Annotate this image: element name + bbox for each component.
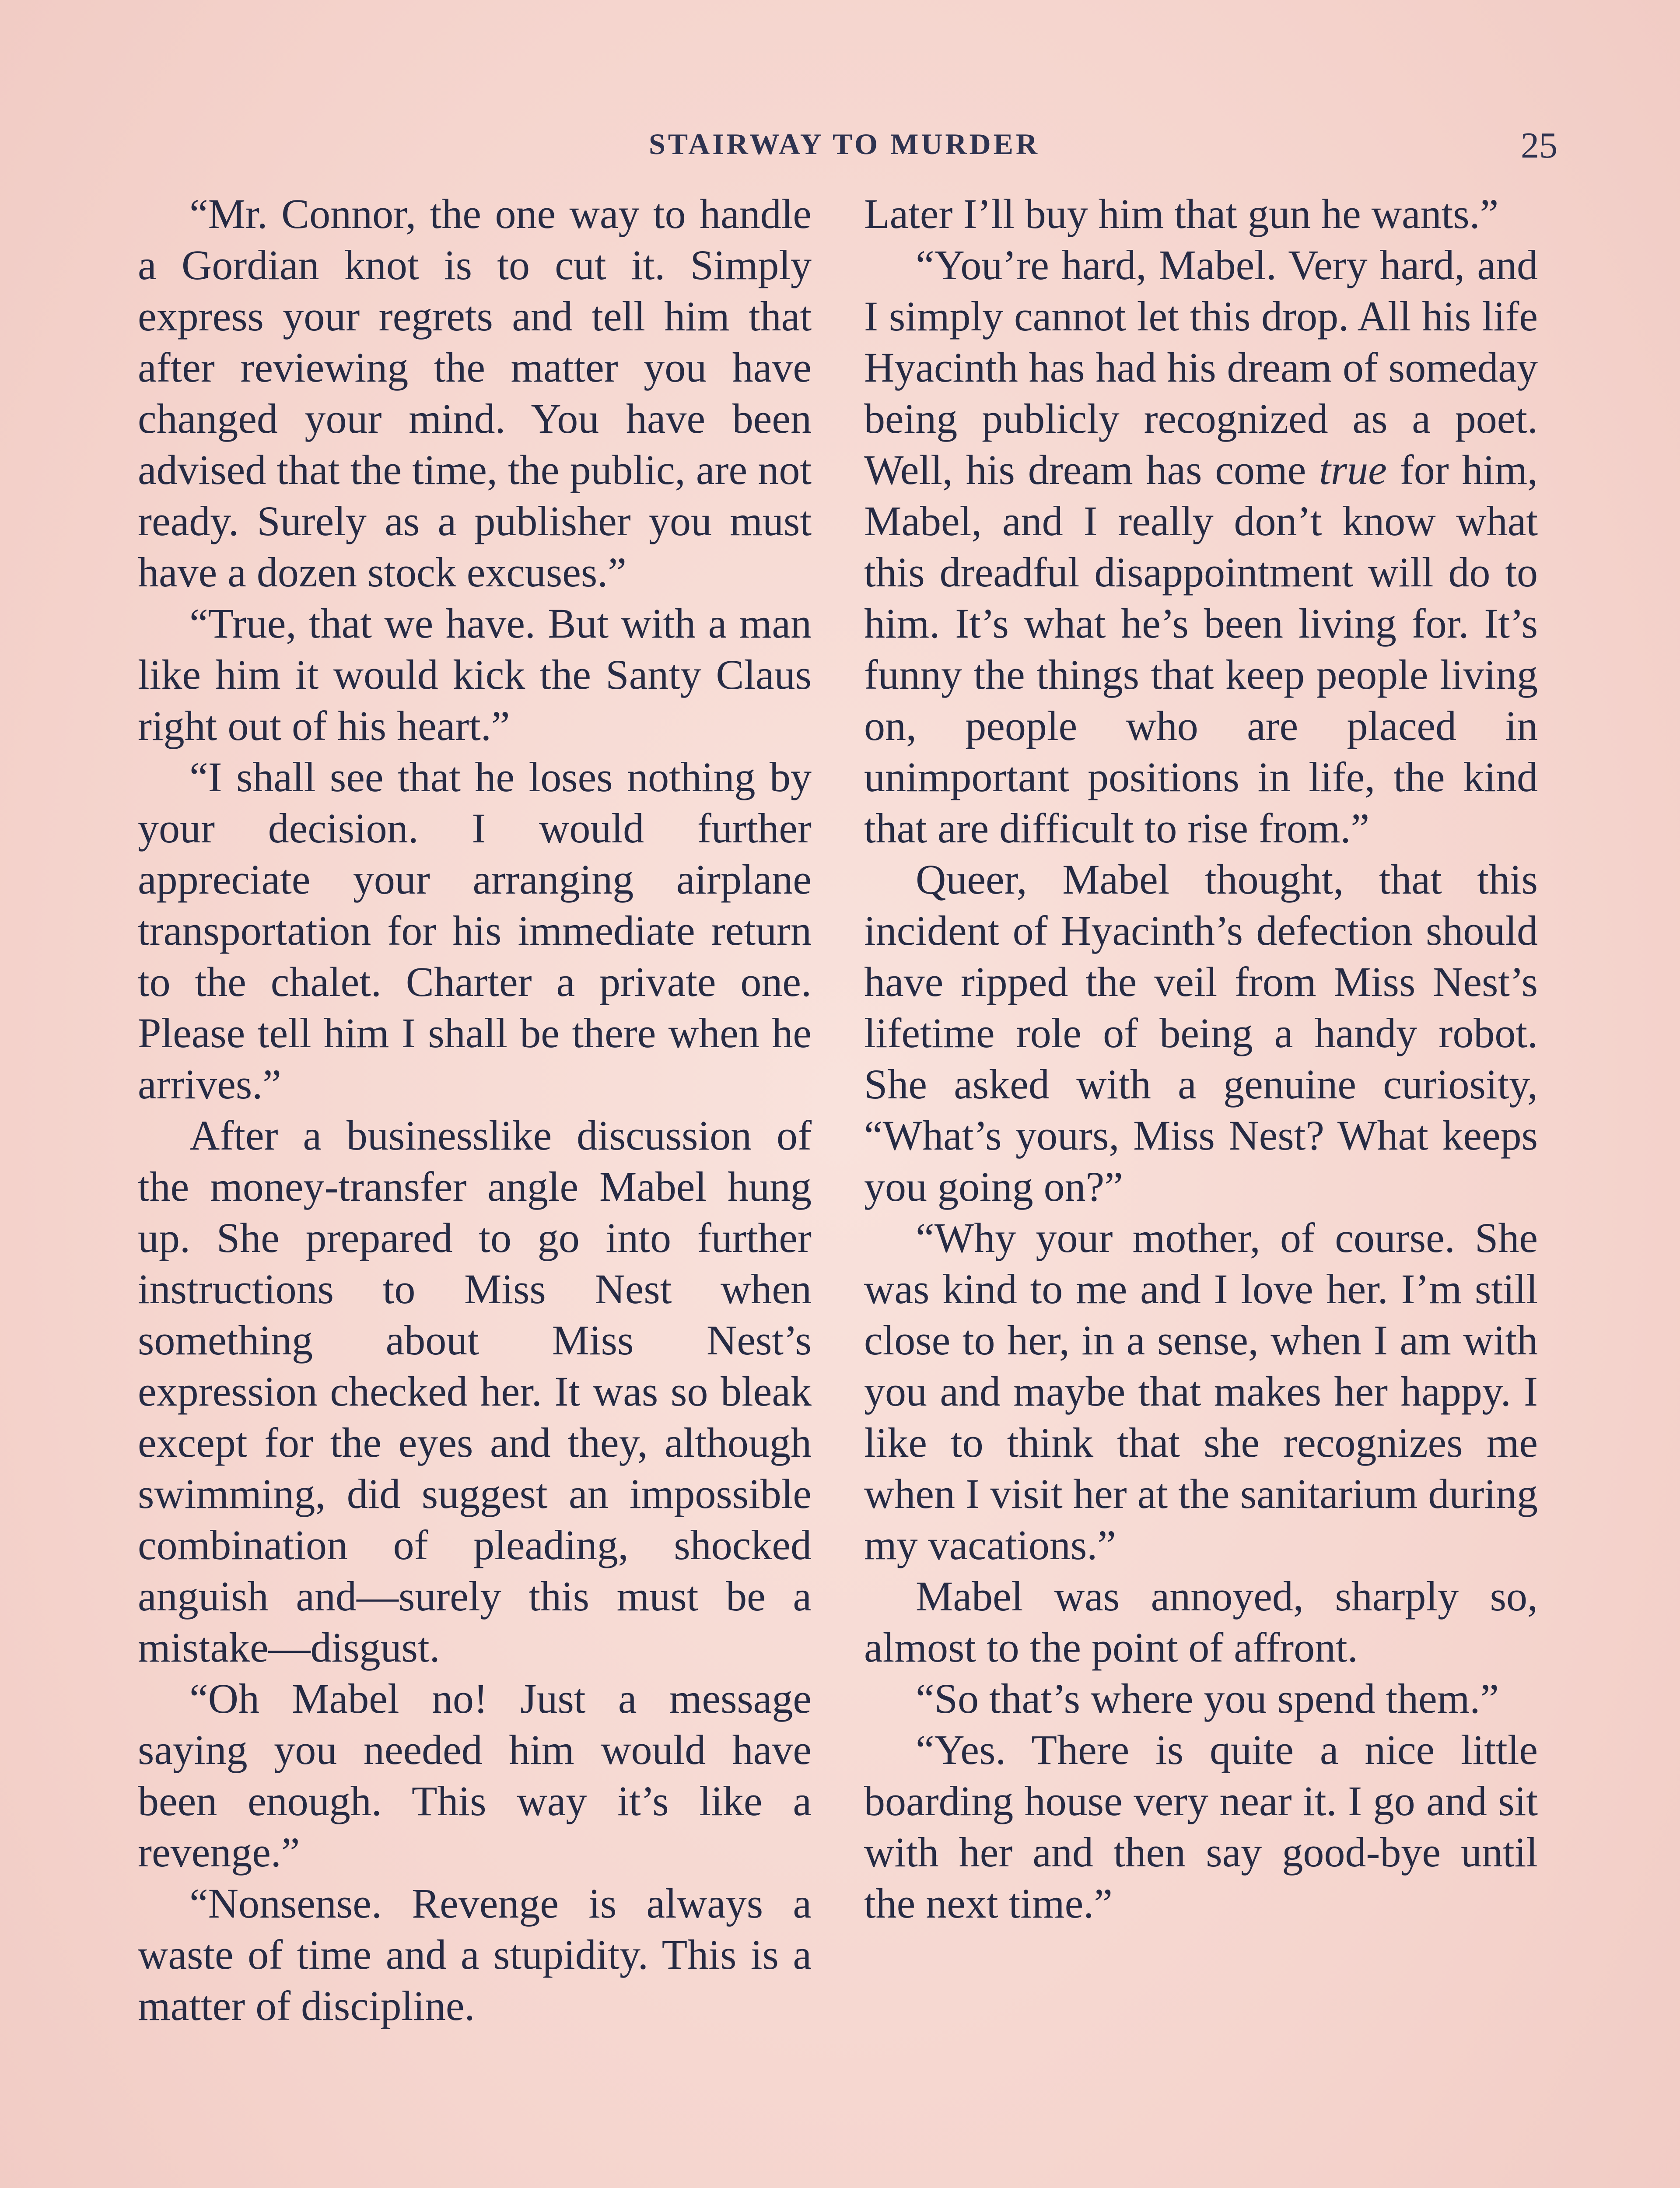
paragraph: “Yes. There is quite a nice little boarding house very near it. I go and sit with her and then say good-bye until the next time.” <box>864 1726 1538 1927</box>
paragraph: “So that’s where you spend them.” <box>916 1675 1499 1722</box>
left-column <box>138 188 812 2188</box>
paragraph: “I shall see that he loses nothing by your decision. I would further appreciate your arranging airplane transportation for his immediate return to the chalet. Charter a private one. Please tell him I shall be there when he arrives.” <box>138 754 812 1108</box>
page-number: 25 <box>1521 125 1558 166</box>
paragraph: Queer, Mabel thought, that this incident of Hyacinth’s defection should have ripped the veil from Miss Nest’s lifetime role of being a handy robot. She asked with a genuine curiosity, “What’s yours, Miss Nest? What keeps you going on?” <box>864 856 1538 1210</box>
paragraph <box>864 239 1538 854</box>
paragraph-text: “You’re hard, Mabel. Very hard, and I simply cannot let this drop. All his life Hyacinth has had his dream of someday being publicly recognized as a poet. Well, his dream has come <box>864 242 1538 493</box>
paragraph: “Oh Mabel no! Just a message saying you needed him would have been enough. This way it’s like a revenge.” <box>138 1675 812 1876</box>
paragraph: “Why your mother, of course. She was kind to me and I love her. I’m still close to her, in a sense, when I am with you and maybe that makes her happy. I like to think that she recognizes me when I visit her at the sanitarium during my vacations.” <box>864 1214 1538 1568</box>
paragraph: “Nonsense. Revenge is always a waste of time and a stupidity. This is a matter of discipline. <box>138 1880 812 2029</box>
paragraph-continued: Later I’ll buy him that gun he wants.” <box>864 190 1499 237</box>
running-head <box>131 127 1558 175</box>
emphasis-text: true <box>1319 446 1387 493</box>
paragraph: “Mr. Connor, the one way to handle a Gordian knot is to cut it. Simply express your regrets and tell him that after reviewing the matter you have changed your mind. You have been advised that the time, the public, are not ready. Surely as a publisher you must have a dozen stock excuses.” <box>138 190 812 596</box>
paragraph: Mabel was annoyed, sharply so, almost to the point of affront. <box>864 1573 1538 1671</box>
paragraph: After a businesslike discussion of the money-transfer angle Mabel hung up. She prepared to go into further instructions to Miss Nest when something about Miss Nest’s expression checked her. It was so bleak except for the eyes and they, although swimming, did suggest an impossible combination of pleading, shocked anguish and—surely this must be a mistake—disgust. <box>138 1112 812 1671</box>
paragraph-text: for him, Mabel, and I really don’t know what this dreadful disappointment will do to him. It’s what he’s been living for. It’s funny the things that keep people living on, people who are placed in unimportant positions in life, the kind that are difficult to rise from.” <box>864 446 1538 852</box>
paragraph: “True, that we have. But with a man like him it would kick the Santy Claus right out of his heart.” <box>138 600 812 749</box>
right-column <box>864 188 1538 2188</box>
running-title: STAIRWAY TO MURDER <box>648 127 1040 161</box>
